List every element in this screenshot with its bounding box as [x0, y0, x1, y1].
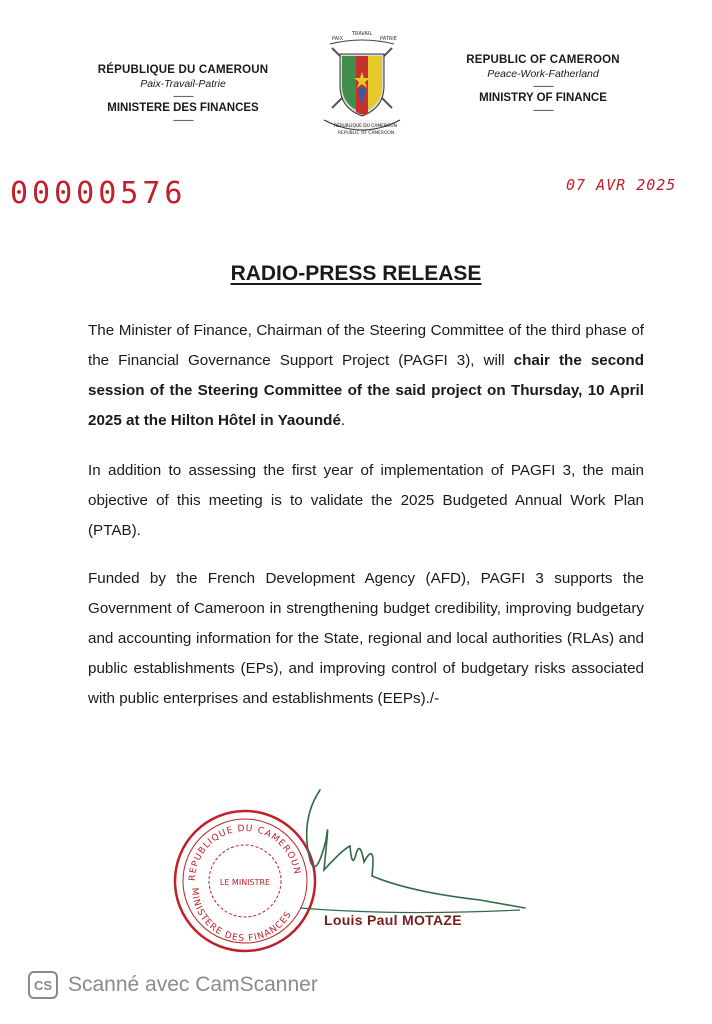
date-stamp: 07 AVR 2025	[566, 176, 677, 194]
header-right-block	[448, 54, 638, 116]
separator: ----------	[173, 115, 193, 125]
motto-en: Peace-Work-Fatherland	[487, 68, 599, 80]
country-name-en: REPUBLIC OF CAMEROON	[466, 54, 620, 66]
paragraph-1-bold: chair the second session of the Steering Committee of the said project on Thursday, 10 April 2025 at the Hilton Hôtel in Yaoundé	[88, 352, 644, 429]
paragraph-1-intro: The Minister of Finance, Chairman of the Steering Committee of the third phase of the Financial Governance Support Project (PAGFI 3), will	[88, 322, 644, 369]
scanner-watermark	[28, 968, 318, 1002]
camscanner-logo-icon: CS	[28, 971, 58, 999]
ministry-name-fr: MINISTERE DES FINANCES	[107, 102, 259, 114]
emblem-banner-paix: PAIX	[332, 36, 344, 42]
emblem-banner-travail: TRAVAIL	[352, 31, 373, 37]
signatory-name: Louis Paul MOTAZE	[324, 912, 462, 928]
emblem-banner-patrie: PATRIE	[380, 36, 397, 42]
seal-top-text: REPUBLIQUE DU CAMEROUN	[187, 823, 302, 882]
emblem-ribbon-text-en: REPUBLIC OF CAMEROON	[338, 131, 395, 136]
separator: ----------	[173, 91, 193, 101]
seal-bottom-text: MINISTERE DES FINANCES	[188, 887, 295, 945]
handwritten-signature	[280, 780, 530, 930]
header-left-block	[88, 64, 278, 126]
separator: ----------	[533, 81, 553, 91]
paragraph-1	[88, 316, 644, 436]
page-title-text: RADIO-PRESS RELEASE	[230, 262, 482, 285]
paragraph-3: Funded by the French Development Agency (AFD), PAGFI 3 supports the Government of Cameroon in strengthening budget credibility, improving budgetary and accounting information for the State, regional and local authorities (RLAs) and public establishments (EPs), and improving control of budgetary risks associated with public enterprises and establishments (EEPs)./-	[88, 570, 644, 707]
reference-number: 00000576	[10, 176, 187, 211]
motto-fr: Paix-Travail-Patrie	[140, 78, 226, 90]
scanner-label: Scanné avec CamScanner	[68, 973, 318, 996]
paragraph-1-end: .	[340, 412, 346, 429]
signature-stroke	[307, 790, 525, 908]
paragraph-2: In addition to assessing the first year of implementation of PAGFI 3, the main objective of this meeting is to validate the 2025 Budgeted Annual Work Plan (PTAB).	[88, 462, 644, 539]
emblem-ribbon-text-fr: RÉPUBLIQUE DU CAMEROUN	[334, 124, 397, 129]
separator: ----------	[533, 105, 553, 115]
ministry-name-en: MINISTRY OF FINANCE	[479, 92, 607, 104]
page-title	[0, 262, 712, 286]
seal-center-text: LE MINISTRE	[219, 878, 271, 887]
country-name-fr: RÉPUBLIQUE DU CAMEROUN	[97, 64, 269, 76]
coat-of-arms-emblem	[318, 28, 406, 140]
